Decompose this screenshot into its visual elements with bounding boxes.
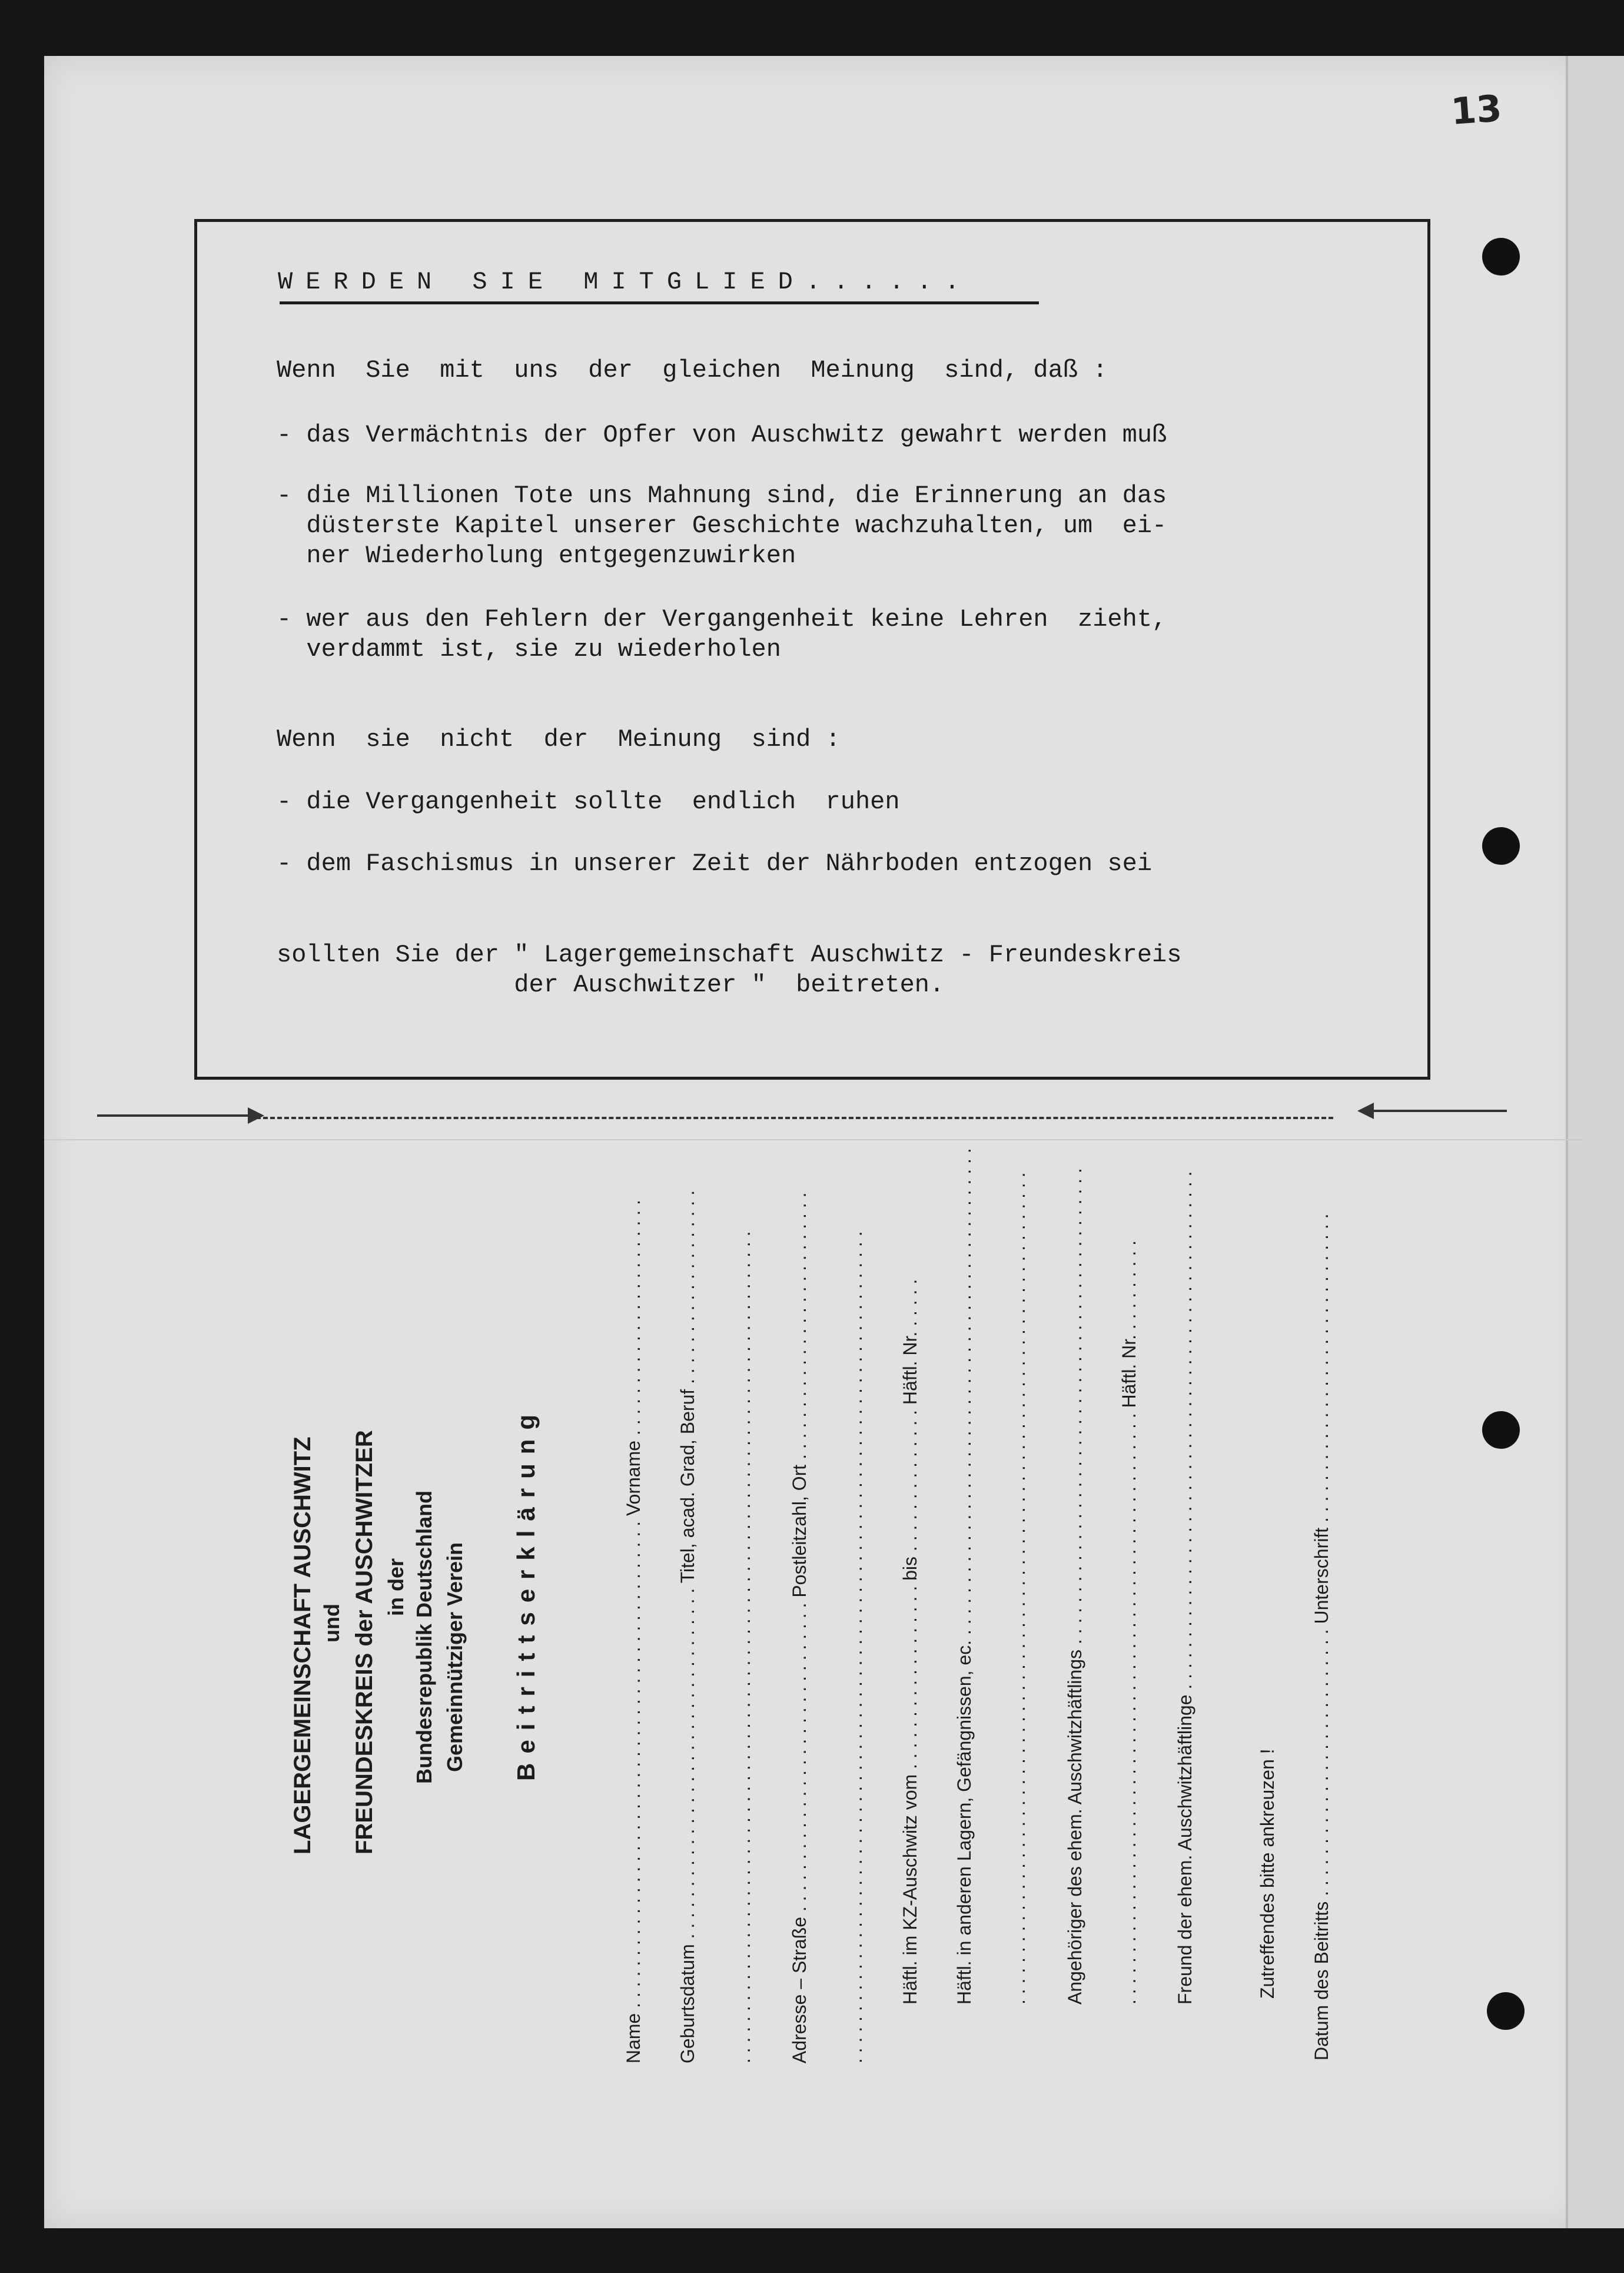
disagree-point: - dem Faschismus in unserer Zeit der Nährboden entzogen sei	[277, 850, 1153, 878]
form-field-blank-line[interactable]: . . . . . . . . . . . . . . . . . . . . . . . . . . . . . . . . . . . . . . . . . . . . . . . . . . . . . . . . . . . . . . . . . . . . . . . . . . . . . . . .	[845, 1231, 866, 2063]
form-field-address[interactable]: Adresse – Straße . . . . . . . . . . . . . . . . . . . . . . . . . . . . . . Postleitzahl, Ort . . . . . . . . . . . . . . . . . . . . . . . . . .	[789, 1192, 810, 2063]
fold-line	[44, 1139, 1583, 1140]
org-location-prefix: in der	[384, 1558, 408, 1616]
punch-hole	[1482, 827, 1520, 865]
disagree-point: - die Vergangenheit sollte endlich ruhen	[277, 788, 900, 816]
form-field-birthdate[interactable]: Geburtsdatum . . . . . . . . . . . . . . . . . . . . . . . . . . . . . . . . . . Titel, acad. Grad, Beruf . . . . . . . . . . . . . . . . . . .	[677, 1190, 698, 2063]
punch-hole	[1482, 238, 1520, 276]
notice-closing: sollten Sie der " Lagergemeinschaft Auschwitz - Freundeskreis der Auschwitzer " beitreten.	[277, 941, 1182, 999]
agree-point: - wer aus den Fehlern der Vergangenheit keine Lehren zieht, verdammt ist, sie zu wiederholen	[277, 605, 1167, 663]
heading-underline	[280, 301, 1039, 304]
org-status: Gemeinnütziger Verein	[443, 1542, 467, 1772]
cut-line	[256, 1117, 1333, 1119]
agree-point: - die Millionen Tote uns Mahnung sind, die Erinnerung an das düsterste Kapitel unserer Geschichte wachzuhalten, um ei- ner Wiederholung entgegenzuwirken	[277, 482, 1167, 570]
org-name: LAGERGEMEINSCHAFT AUSCHWITZ	[290, 1436, 315, 1854]
form-field-name[interactable]: Name . . . . . . . . . . . . . . . . . . . . . . . . . . . . . . . . . . . . . . . . . . . . . . . Vorname . . . . . . . . . . . . . . . . . . . . . . .	[623, 1199, 644, 2063]
page-number: 13	[1449, 87, 1503, 133]
punch-hole	[1487, 1992, 1525, 2030]
cut-arrow-left-pointing-icon	[1360, 1110, 1507, 1112]
agree-point: - das Vermächtnis der Opfer von Auschwitz gewahrt werden muß	[277, 421, 1167, 449]
form-title: Beitrittserklärung	[512, 1405, 540, 1781]
org-country: Bundesrepublik Deutschland	[412, 1490, 436, 1784]
form-field-other-camps[interactable]: Häftl. in anderen Lagern, Gefängnissen, ec. . . . . . . . . . . . . . . . . . . . . . . . . . . . . . . . . . . . . . . . . . . . . . . .	[954, 1148, 975, 2005]
form-field-relative[interactable]: Angehöriger des ehem. Auschwitzhäftlings . . . . . . . . . . . . . . . . . . . . . . . . . . . . . . . . . . . . . . . . . . . . . .	[1064, 1168, 1085, 2005]
form-field-date-signature[interactable]: Datum des Beitritts . . . . . . . . . . . . . . . . . . . . . . . . . . Unterschrift . . . . . . . . . . . . . . . . . . . . . . . . . . . . . .	[1311, 1213, 1332, 2060]
form-field-relative-prisoner-number[interactable]: . . . . . . . . . . . . . . . . . . . . . . . . . . . . . . . . . . . . . . . . . . . . . . . . . . . . . . . . . Häftl. Nr. . . . . . . . . .	[1118, 1240, 1140, 2005]
notice-heading: WERDEN SIE MITGLIED......	[278, 268, 973, 296]
form-field-friend[interactable]: Freund der ehem. Auschwitzhäftlinge . . . . . . . . . . . . . . . . . . . . . . . . . . . . . . . . . . . . . . . . . . . . . . . . . .	[1174, 1171, 1195, 2005]
adjacent-page-edge	[1566, 56, 1624, 2228]
form-field-blank-line[interactable]: . . . . . . . . . . . . . . . . . . . . . . . . . . . . . . . . . . . . . . . . . . . . . . . . . . . . . . . . . . . . . . . . . . . . . . . . . . . . . . . .	[733, 1231, 754, 2063]
punch-hole	[1482, 1411, 1520, 1449]
form-field-blank-line[interactable]: . . . . . . . . . . . . . . . . . . . . . . . . . . . . . . . . . . . . . . . . . . . . . . . . . . . . . . . . . . . . . . . . . . . . . . . . . . . . . . . .	[1008, 1172, 1029, 2005]
org-conjunction: und	[320, 1604, 344, 1642]
checkbox-instruction: Zutreffendes bitte ankreuzen !	[1257, 1748, 1278, 1999]
notice-intro: Wenn Sie mit uns der gleichen Meinung sind, daß :	[277, 356, 1108, 384]
org-name-second: FREUNDESKREIS der AUSCHWITZER	[351, 1430, 377, 1854]
cut-arrow-right-pointing-icon	[97, 1114, 262, 1117]
disagree-intro: Wenn sie nicht der Meinung sind :	[277, 725, 841, 754]
form-field-auschwitz-prisoner[interactable]: Häftl. im KZ-Auschwitz vom . . . . . . . . . . . . . . . . . . bis . . . . . . . . . . . . . . Häftl. Nr. . . . . .	[899, 1279, 921, 2005]
